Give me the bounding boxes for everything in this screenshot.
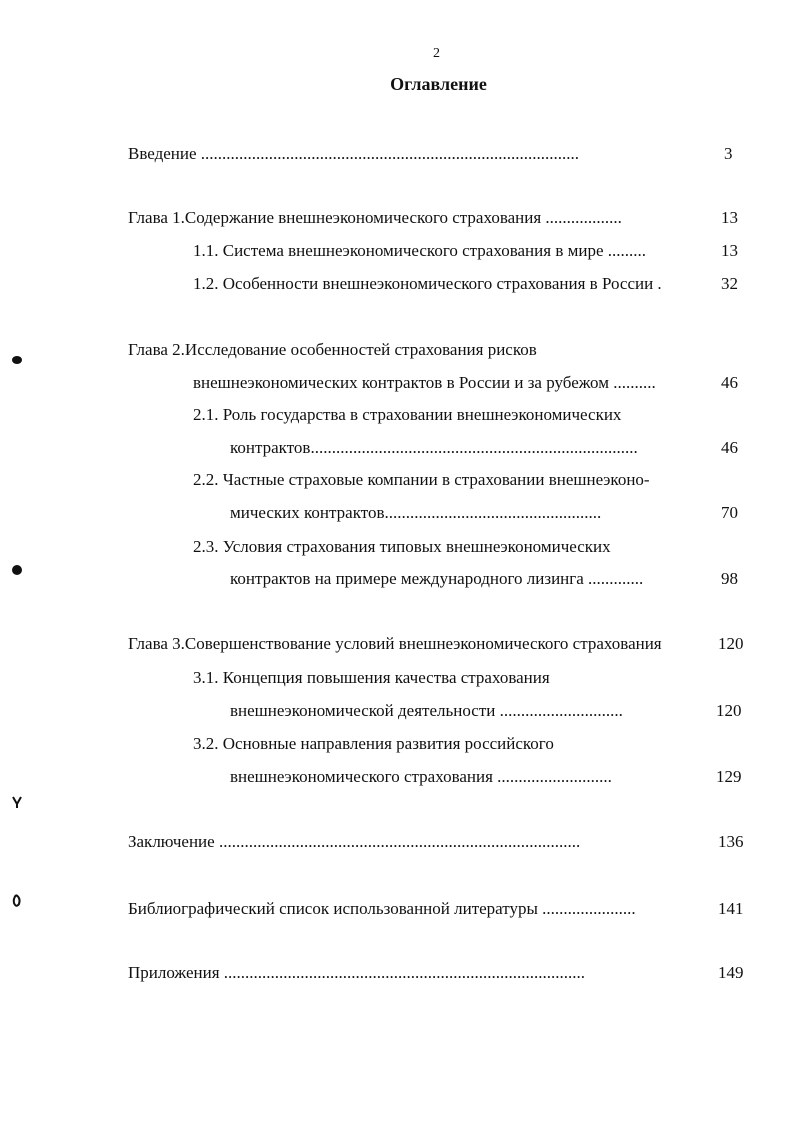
toc-page-conclusion: 136	[718, 832, 744, 851]
toc-entry-section-3-1-line2: внешнеэкономической деятельности .............................	[230, 701, 623, 720]
toc-entry-section-2-3-line2: контрактов на примере международного лизинга .............	[230, 569, 644, 588]
toc-page-section-1-1: 13	[721, 241, 738, 260]
toc-entry-chapter-2-line1: Глава 2.Исследование особенностей страхования рисков	[128, 340, 537, 359]
toc-page-chapter-1: 13	[721, 208, 738, 227]
toc-entry-section-1-2: 1.2. Особенности внешнеэкономического страхования в России .	[193, 274, 662, 293]
toc-entry-intro	[128, 144, 579, 164]
toc-entry-section-2-2-line1: 2.2. Частные страховые компании в страховании внешнеэконо-	[193, 470, 650, 489]
page-title: Оглавление	[390, 74, 487, 94]
toc-entry-appendix: Приложения .....................................................................................	[128, 963, 586, 982]
toc-page-chapter-2: 46	[721, 373, 738, 392]
toc-entry-chapter-1: Глава 1.Содержание внешнеэкономического страхования ..................	[128, 208, 622, 227]
toc-page-bibliography: 141	[718, 899, 744, 918]
toc-entry-section-3-2-line1: 3.2. Основные направления развития российского	[193, 734, 554, 753]
toc-page-section-3-2: 129	[716, 767, 742, 786]
toc-page-section-2-3: 98	[721, 569, 738, 588]
toc-page-section-2-2: 70	[721, 503, 738, 522]
page-number: 2	[433, 46, 440, 61]
toc-entry-section-2-1-line2: контрактов.............................................................................	[230, 438, 638, 457]
toc-page-appendix: 149	[718, 963, 744, 982]
toc-entry-bibliography: Библиографический список использованной литературы ......................	[128, 899, 636, 918]
toc-page-chapter-3: 120	[718, 634, 744, 653]
toc-entry-chapter-3: Глава 3.Совершенствование условий внешнеэкономического страхования	[128, 634, 662, 653]
toc-page-intro: 3	[724, 144, 733, 163]
toc-entry-section-3-1-line1: 3.1. Концепция повышения качества страхования	[193, 668, 550, 687]
margin-mark-1	[10, 354, 24, 366]
toc-entry-section-2-2-line2: мических контрактов...................................................	[230, 503, 602, 522]
toc-entry-section-3-2-line2: внешнеэкономического страхования ...........................	[230, 767, 612, 786]
toc-entry-section-2-3-line1: 2.3. Условия страхования типовых внешнеэкономических	[193, 537, 611, 556]
toc-page-section-1-2: 32	[721, 274, 738, 293]
toc-entry-section-2-1-line1: 2.1. Роль государства в страховании внешнеэкономических	[193, 405, 622, 424]
toc-page-section-3-1: 120	[716, 701, 742, 720]
toc-page-section-2-1: 46	[721, 438, 738, 457]
toc-entry-conclusion: Заключение .....................................................................................	[128, 832, 581, 851]
toc-entry-section-1-1: 1.1. Система внешнеэкономического страхования в мире .........	[193, 241, 646, 260]
toc-entry-text: Введение .........................................................................................	[128, 144, 580, 163]
margin-mark-2	[10, 563, 24, 577]
margin-mark-3	[10, 795, 24, 809]
toc-entry-chapter-2-line2: внешнеэкономических контрактов в России и за рубежом ..........	[193, 373, 656, 392]
margin-mark-4	[10, 893, 24, 909]
